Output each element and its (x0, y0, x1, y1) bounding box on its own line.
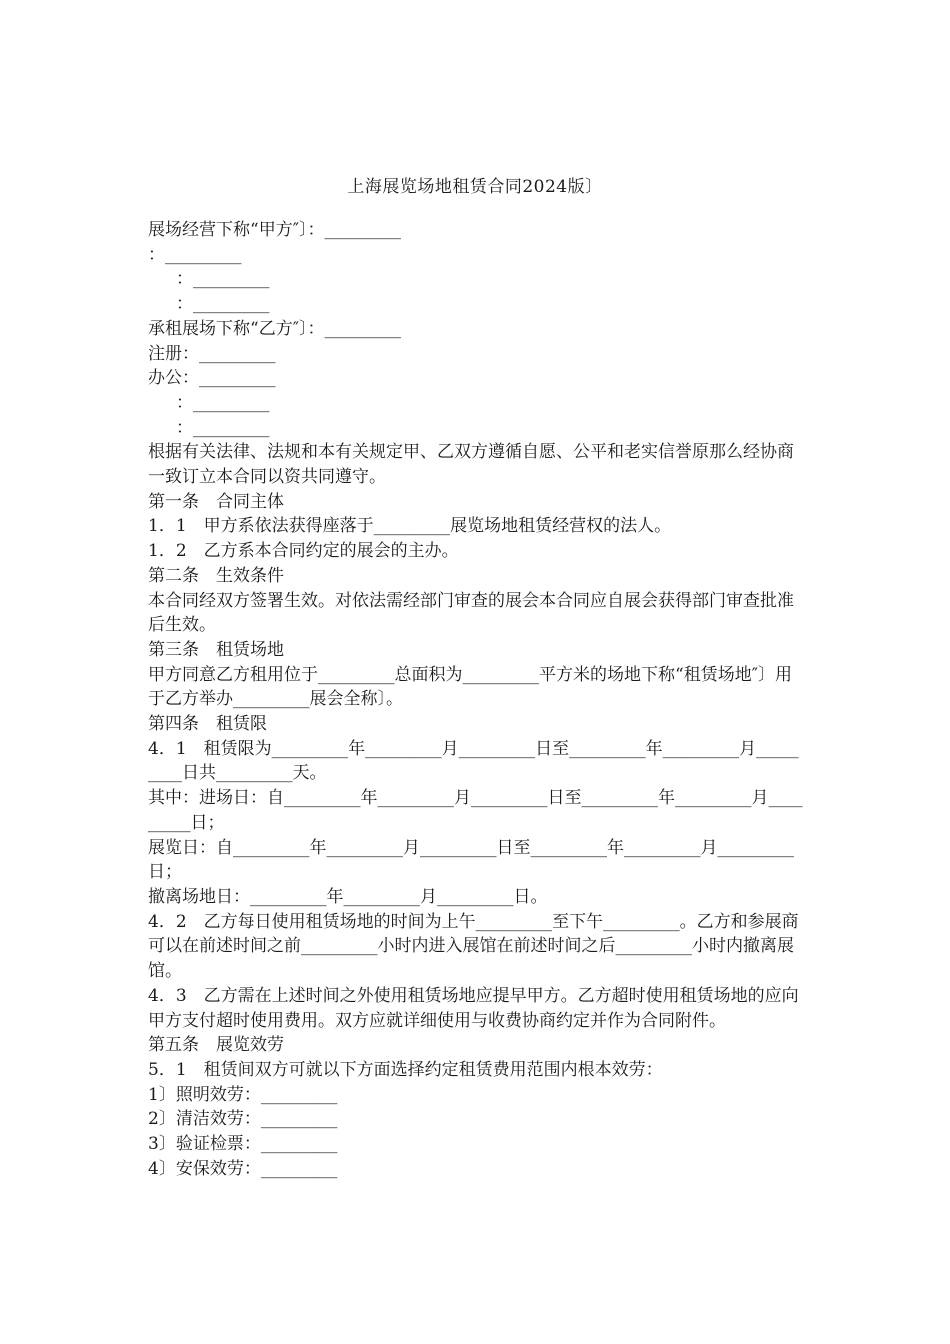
document-line: 展场经营下称“甲方″〕：_________ (148, 220, 402, 240)
document-line: 展览日：自_________年_________月_________日至_________年_________月_________日； (148, 837, 794, 883)
document-line: 办公：_________ (148, 368, 276, 389)
document-line: 第四条 租赁限 (148, 714, 267, 735)
document-line: 根据有关法律、法规和本有关规定甲、乙双方遵循自愿、公平和老实信誉原那么经协商一致订立本合同以资共同遵守。 (148, 442, 794, 488)
document-line: 第五条 展览效劳 (148, 1035, 284, 1056)
document-title: 上海展览场地租赁合同2024版〕 (347, 177, 603, 197)
document-line: 1．1 甲方系依法获得座落于_________展览场地租赁经营权的法人。 (148, 516, 672, 537)
document-line: ：_________ (176, 294, 270, 315)
document-line: ：_________ (176, 269, 270, 290)
document-line: ：_________ (148, 244, 242, 265)
document-line: 3〕验证检票：_________ (148, 1134, 338, 1155)
document-line: 承租展场下称“乙方″〕：_________ (148, 318, 402, 339)
document-line: 4．3 乙方需在上述时间之外使用租赁场地应提早甲方。乙方超时使用租赁场地的应向甲方支付超时使用费用。双方应就详细使用与收费协商约定并作为合同附件。 (148, 985, 799, 1031)
document-line: 4．2 乙方每日使用租赁场地的时间为上午_________至下午_________。乙方和参展商可以在前述时间之前_________小时内进入展馆在前述时间之后_________小时内撤离展馆。 (148, 911, 799, 982)
document-body (148, 218, 803, 1181)
document-line: 撤离场地日：_________年_________月_________日。 (148, 886, 548, 907)
document-line: 本合同经双方签署生效。对依法需经部门审查的展会本合同应自展会获得部门审查批准后生效。 (148, 590, 794, 636)
document-line: 2〕清洁效劳：_________ (148, 1109, 338, 1130)
document-line: 1〕照明效劳：_________ (148, 1084, 338, 1105)
document-line: 第三条 租赁场地 (148, 639, 284, 660)
document-line: 4〕安保效劳：_________ (148, 1158, 338, 1179)
document-line: 第一条 合同主体 (148, 491, 284, 512)
document-line: 1．2 乙方系本合同约定的展会的主办。 (148, 541, 459, 562)
document-line: ：_________ (176, 417, 270, 438)
document-line: 5．1 租赁间双方可就以下方面选择约定租赁费用范围内根本效劳： (148, 1059, 663, 1080)
document-line: ：_________ (176, 392, 270, 413)
document-line: 注册：_________ (148, 343, 276, 364)
document-line: 甲方同意乙方租用位于_________总面积为_________平方米的场地下称“租赁场地″〕用于乙方举办_________展会全称〕。 (148, 664, 793, 710)
document-line: 第二条 生效条件 (148, 565, 284, 586)
document-line: 4．1 租赁限为_________年_________月_________日至_________年_________月_________日共_________天。 (148, 738, 799, 784)
document-line: 其中：进场日：自_________年_________月_________日至_________年_________月_________日； (148, 788, 803, 833)
